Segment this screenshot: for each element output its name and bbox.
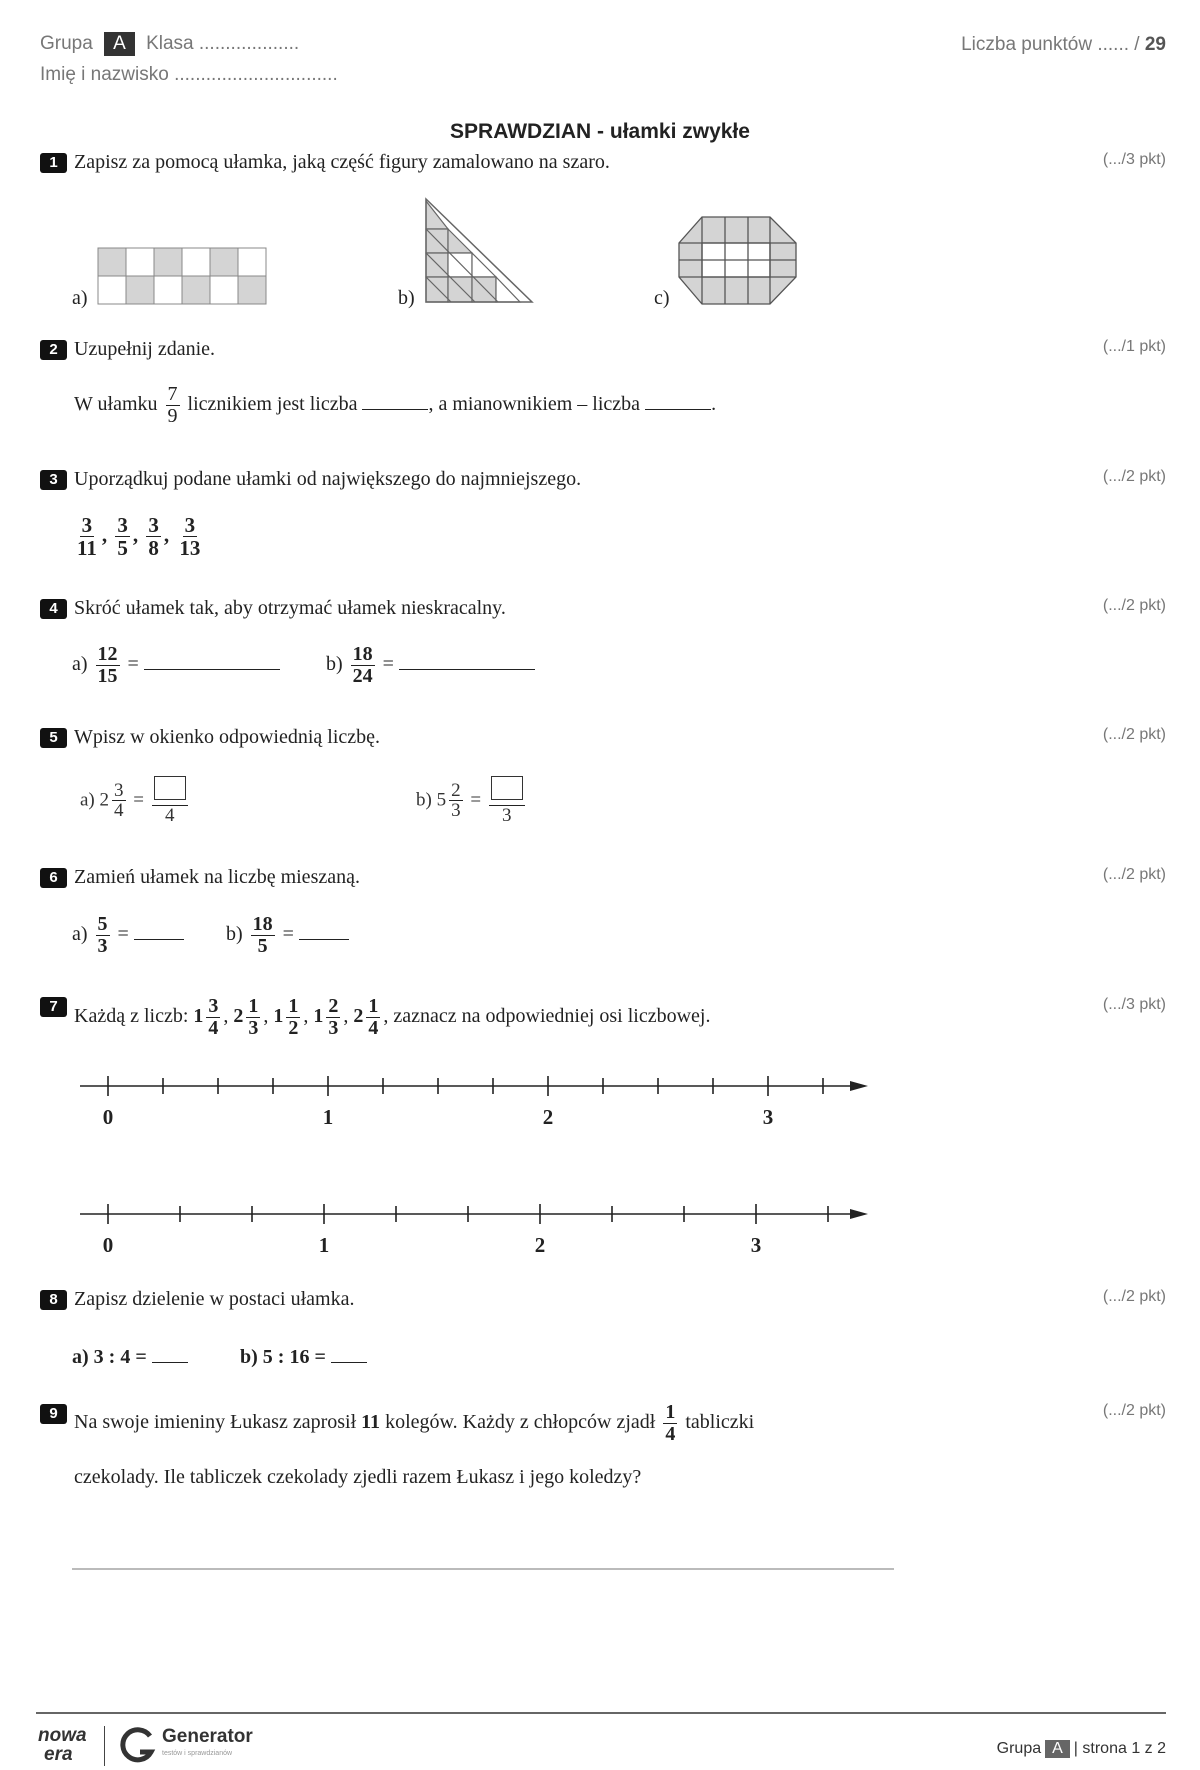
- separator: ,: [263, 1005, 269, 1028]
- mixed-number: [313, 995, 343, 1039]
- question-number: 2: [40, 340, 67, 360]
- answer-box-wrap: [152, 776, 188, 806]
- separator: ,: [343, 1005, 349, 1028]
- question-number: 7: [40, 997, 67, 1017]
- answer-fraction: [489, 776, 525, 826]
- question-number: 4: [40, 599, 67, 619]
- axis-tick-label: 3: [750, 1233, 762, 1254]
- group-line: [40, 32, 299, 56]
- generator-logo-icon: [120, 1726, 156, 1766]
- part-label: b): [326, 653, 343, 676]
- figure-a-grid: [96, 246, 272, 306]
- part-label: b): [416, 789, 432, 811]
- numerator: 1: [665, 1401, 676, 1423]
- question-text: Skróć ułamek tak, aby otrzymać ułamek nieskracalny.: [74, 597, 506, 619]
- numerator: 3: [114, 779, 124, 801]
- fraction: [112, 781, 126, 822]
- numerator: 12: [97, 643, 118, 665]
- figure-c-octagon: [676, 214, 800, 308]
- question-points[interactable]: (.../2 pkt): [1102, 597, 1166, 614]
- numerator: 2: [451, 779, 461, 801]
- equals-sign: =: [133, 789, 144, 811]
- question-text: Wpisz w okienko odpowiednią liczbę.: [74, 726, 381, 748]
- footer-divider: [36, 1712, 1166, 1714]
- q9-line-2: czekolady. Ile tabliczek czekolady zjedli razem Łukasz i jego koledzy?: [74, 1466, 642, 1488]
- q8-part-a: [72, 1346, 188, 1369]
- q2-text-3: , a mianownikiem – liczba: [428, 393, 641, 416]
- denominator: 11: [77, 536, 97, 561]
- denominator: 15: [97, 665, 118, 687]
- answer-line[interactable]: [72, 1568, 894, 1570]
- equals-sign: =: [382, 653, 394, 676]
- number-line-thirds[interactable]: [78, 1194, 890, 1254]
- whole-part: 2: [353, 1005, 364, 1028]
- division-expression: a) 3 : 4 =: [72, 1346, 147, 1368]
- q2-text-2: licznikiem jest liczba: [187, 393, 358, 416]
- whole-part: 5: [436, 789, 447, 811]
- q2-text-4: .: [711, 393, 717, 416]
- question-points[interactable]: (.../3 pkt): [1102, 996, 1166, 1013]
- q2-sentence: [74, 384, 716, 427]
- fraction: [177, 514, 202, 559]
- q7-text-pre: Każdą z liczb:: [74, 1005, 189, 1028]
- points-total: 29: [1144, 34, 1166, 55]
- denominator: 3: [97, 935, 108, 957]
- denominator: 3: [502, 804, 512, 826]
- question-points[interactable]: (.../2 pkt): [1102, 1402, 1166, 1419]
- answer-blank[interactable]: [362, 409, 428, 410]
- numerator: 7: [167, 383, 178, 405]
- axis-arrow-icon: [850, 1081, 868, 1091]
- part-label: a): [80, 789, 95, 811]
- numerator: 3: [81, 513, 93, 537]
- class-field[interactable]: Klasa ...................: [146, 33, 300, 54]
- denominator: 4: [114, 800, 124, 822]
- numerator: 18: [352, 643, 373, 665]
- denominator: 8: [148, 536, 159, 561]
- separator: ,: [303, 1005, 309, 1028]
- question-points[interactable]: (.../2 pkt): [1102, 866, 1166, 883]
- q4-part-a: [72, 644, 280, 687]
- numerator: 2: [328, 995, 339, 1017]
- axis-tick-label: 2: [534, 1233, 546, 1254]
- part-label: b): [226, 923, 243, 946]
- logo-separator: [104, 1726, 105, 1766]
- equals-sign: =: [282, 923, 294, 946]
- generator-logo-subtitle: testów i sprawdzianów: [162, 1750, 233, 1757]
- question-number: 1: [40, 153, 67, 173]
- q9-line-1: [74, 1402, 754, 1445]
- separator: ,: [132, 522, 139, 547]
- q2-text-1: W ułamku: [74, 393, 158, 416]
- answer-blank[interactable]: [134, 939, 184, 940]
- answer-blank[interactable]: [331, 1362, 367, 1363]
- numerator: 3: [117, 513, 128, 537]
- q6-part-a: [72, 914, 184, 957]
- whole-part: 2: [233, 1005, 244, 1028]
- question-points[interactable]: (.../2 pkt): [1102, 726, 1166, 743]
- fraction: [251, 914, 275, 957]
- denominator: 4: [208, 1017, 219, 1039]
- figure-label-c: c): [654, 287, 670, 309]
- fraction: [96, 914, 110, 957]
- mixed-number: [353, 995, 383, 1039]
- numerator: 1: [368, 995, 379, 1017]
- q8-part-b: [240, 1346, 367, 1369]
- fraction: [286, 996, 300, 1039]
- q4-part-b: [326, 644, 535, 687]
- fraction: [75, 514, 99, 559]
- separator: ,: [101, 522, 108, 547]
- denominator: 24: [352, 665, 373, 687]
- whole-part: 1: [193, 1005, 204, 1028]
- whole-part: 2: [99, 789, 110, 811]
- question-text: Zamień ułamek na liczbę mieszaną.: [74, 866, 360, 888]
- question-number: 6: [40, 868, 67, 888]
- question-points[interactable]: (.../2 pkt): [1102, 468, 1166, 485]
- question-text: Uzupełnij zdanie.: [74, 338, 216, 360]
- fraction: [206, 996, 220, 1039]
- axis-tick-label: 2: [542, 1105, 554, 1126]
- fraction: [366, 996, 380, 1039]
- answer-box[interactable]: [154, 776, 186, 800]
- footer-group-label: Grupa: [996, 1740, 1042, 1757]
- nowa-era-logo: [38, 1726, 94, 1764]
- q5-part-a: [80, 776, 191, 826]
- fraction: [96, 644, 120, 687]
- whole-part: 1: [273, 1005, 284, 1028]
- q7-sentence: [74, 996, 710, 1039]
- denominator: 3: [248, 1017, 259, 1039]
- points-summary: [961, 34, 1166, 56]
- denominator: 9: [167, 405, 178, 427]
- denominator: 4: [368, 1017, 379, 1039]
- denominator: 4: [665, 1423, 676, 1445]
- numerator: 18: [252, 913, 273, 935]
- answer-box[interactable]: [491, 776, 523, 800]
- fraction: [115, 514, 130, 559]
- answer-fraction: [152, 776, 188, 826]
- axis-tick-label: 1: [318, 1233, 330, 1254]
- question-number: 9: [40, 1404, 67, 1424]
- numerator: 3: [184, 513, 196, 537]
- whole-part: 1: [313, 1005, 324, 1028]
- division-expression: b) 5 : 16 =: [240, 1346, 326, 1368]
- question-points[interactable]: (.../1 pkt): [1102, 338, 1166, 355]
- question-text: Uporządkuj podane ułamki od największego do najmniejszego.: [74, 468, 582, 490]
- denominator: 5: [257, 935, 268, 957]
- numerator: 3: [208, 995, 219, 1017]
- figure-label-a: a): [72, 287, 88, 309]
- fraction: [449, 781, 463, 822]
- q5-part-b: [416, 776, 528, 826]
- numerator: 1: [288, 995, 299, 1017]
- answer-blank[interactable]: [152, 1362, 188, 1363]
- footer-group-badge: A: [1045, 1740, 1070, 1758]
- question-points[interactable]: (.../2 pkt): [1102, 1288, 1166, 1305]
- mixed-number: [233, 995, 263, 1039]
- logo-text-top: nowa: [38, 1725, 87, 1746]
- question-number: 8: [40, 1290, 67, 1310]
- axis-tick-label: 0: [102, 1233, 114, 1254]
- numerator: 1: [248, 995, 259, 1017]
- separator: ,: [223, 1005, 229, 1028]
- mixed-number: [273, 995, 303, 1039]
- denominator: 5: [117, 536, 128, 561]
- fraction: [246, 996, 260, 1039]
- q9-text-2: kolegów. Każdy z chłopców zjadł: [385, 1411, 656, 1434]
- fraction: [166, 384, 180, 427]
- question-text: Zapisz dzielenie w postaci ułamka.: [74, 1288, 355, 1310]
- answer-blank[interactable]: [299, 939, 349, 940]
- q7-text-post: , zaznacz na odpowiedniej osi liczbowej.: [383, 1005, 711, 1028]
- figure-label-b: b): [398, 287, 415, 309]
- part-label: a): [72, 653, 88, 676]
- fraction: [663, 1402, 677, 1445]
- denominator: 2: [288, 1017, 299, 1039]
- points-label: Liczba punktów ...... /: [961, 34, 1140, 55]
- numerator: 3: [148, 513, 159, 537]
- equals-sign: =: [127, 653, 139, 676]
- fraction: [326, 996, 340, 1039]
- figure-a-cells: [98, 248, 266, 304]
- fraction: [146, 514, 161, 559]
- name-field[interactable]: Imię i nazwisko ...............................: [40, 64, 338, 85]
- guest-count: 11: [361, 1411, 381, 1434]
- denominator: 3: [328, 1017, 339, 1039]
- axis-arrow-icon: [850, 1209, 868, 1219]
- answer-blank[interactable]: [399, 669, 535, 670]
- generator-logo-text: Generator: [162, 1726, 253, 1747]
- page-title: SPRAWDZIAN - ułamki zwykłe: [450, 120, 750, 143]
- q9-text-1: Na swoje imieniny Łukasz zaprosił: [74, 1411, 357, 1434]
- logo-text-bottom: era: [44, 1744, 73, 1765]
- q6-part-b: [226, 914, 349, 957]
- answer-blank[interactable]: [645, 409, 711, 410]
- q3-fractions: [72, 514, 205, 559]
- q9-text-3: tabliczki: [685, 1411, 755, 1434]
- question-number: 3: [40, 470, 67, 490]
- page-number: | strona 1 z 2: [1073, 1740, 1166, 1757]
- figure-b-triangle: [420, 196, 538, 308]
- separator: ,: [163, 522, 170, 547]
- denominator: 4: [164, 804, 175, 826]
- question-points[interactable]: (.../3 pkt): [1102, 151, 1166, 168]
- answer-blank[interactable]: [144, 669, 280, 670]
- fraction: [351, 644, 375, 687]
- denominator: 3: [451, 800, 461, 822]
- group-badge: A: [104, 32, 135, 56]
- answer-box-wrap: [489, 776, 525, 806]
- mixed-number: [193, 995, 223, 1039]
- axis-tick-label: 3: [762, 1105, 774, 1126]
- axis-tick-label: 0: [102, 1105, 114, 1126]
- number-line-quarters[interactable]: [78, 1066, 890, 1126]
- numerator: 5: [97, 913, 108, 935]
- question-number: 5: [40, 728, 67, 748]
- part-label: a): [72, 923, 88, 946]
- denominator: 13: [179, 536, 201, 561]
- group-label: Grupa: [40, 33, 93, 54]
- equals-sign: =: [470, 789, 482, 811]
- equals-sign: =: [117, 923, 129, 946]
- question-text: Zapisz za pomocą ułamka, jaką część figury zamalowano na szaro.: [74, 151, 610, 173]
- page-indicator: [997, 1740, 1166, 1758]
- axis-tick-label: 1: [322, 1105, 334, 1126]
